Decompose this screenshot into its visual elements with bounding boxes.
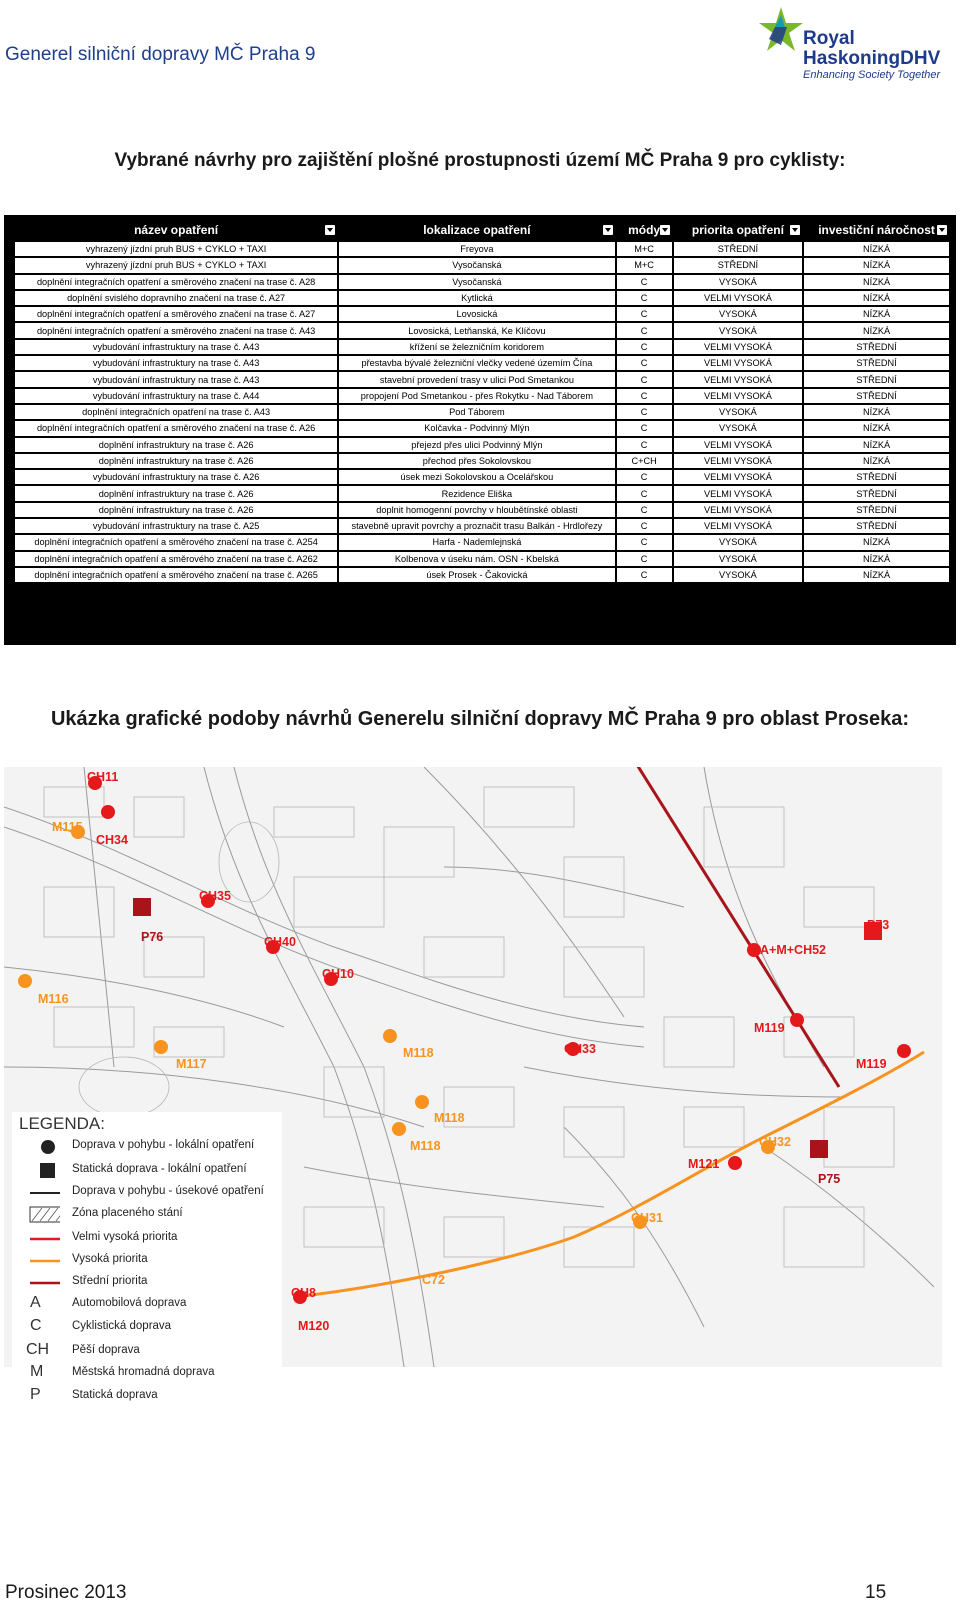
round-marker-icon xyxy=(20,1138,60,1156)
table-cell: NÍZKÁ xyxy=(803,534,950,550)
column-header[interactable]: priorita opatření xyxy=(673,220,804,241)
table-cell: Kolbenova v úseku nám. OSN - Kbelská xyxy=(338,551,615,567)
table-cell: M+C xyxy=(616,241,673,257)
table-cell: úsek Prosek - Čakovická xyxy=(338,567,615,583)
table-row xyxy=(14,453,950,469)
table-cell: VYSOKÁ xyxy=(673,274,804,290)
page-number: 15 xyxy=(865,1582,887,1603)
document-title: Generel silniční dopravy MČ Praha 9 xyxy=(5,44,316,65)
table-row xyxy=(14,404,950,420)
table-cell: vyhrazený jízdní pruh BUS + CYKLO + TAXI xyxy=(14,257,338,273)
map-label: P75 xyxy=(818,1172,841,1186)
table-cell: VELMI VYSOKÁ xyxy=(673,485,804,501)
table-cell: C xyxy=(616,420,673,436)
legend-abbrev: CH Pěší doprava xyxy=(26,1341,140,1358)
legend-abbrev: C Cyklistická doprava xyxy=(30,1317,172,1334)
table-cell: VYSOKÁ xyxy=(673,404,804,420)
map-legend xyxy=(12,1112,282,1432)
table-cell: úsek mezi Sokolovskou a Ocelářskou xyxy=(338,469,615,485)
table-cell: VELMI VYSOKÁ xyxy=(673,437,804,453)
table-cell: STŘEDNÍ xyxy=(803,502,950,518)
table-cell: vybudování infrastruktury na trase č. A43 xyxy=(14,339,338,355)
table-cell: VYSOKÁ xyxy=(673,306,804,322)
table-row xyxy=(14,567,950,583)
table-cell: C xyxy=(616,306,673,322)
table-cell: VELMI VYSOKÁ xyxy=(673,339,804,355)
table-cell: křížení se železničním koridorem xyxy=(338,339,615,355)
table-row xyxy=(14,502,950,518)
filter-dropdown-icon[interactable] xyxy=(325,225,335,235)
table-cell: VYSOKÁ xyxy=(673,551,804,567)
table-cell: C xyxy=(616,534,673,550)
map-point-marker[interactable] xyxy=(101,805,115,819)
table-cell: doplnění infrastruktury na trase č. A26 xyxy=(14,485,338,501)
table-row xyxy=(14,485,950,501)
table-cell: VELMI VYSOKÁ xyxy=(673,290,804,306)
table-cell: M+C xyxy=(616,257,673,273)
map-point-marker[interactable] xyxy=(154,1040,168,1054)
table-cell: stavebně upravit povrchy a proznačit trasu Balkán - Hrdlořezy xyxy=(338,518,615,534)
company-logo xyxy=(757,5,947,87)
map-label: CH34 xyxy=(96,833,128,847)
table-cell: přejezd přes ulici Podvinný Mlýn xyxy=(338,437,615,453)
table-cell: doplnění integračních opatření na trase č. A43 xyxy=(14,404,338,420)
map-label: M118 xyxy=(410,1139,441,1153)
table-row xyxy=(14,437,950,453)
table-cell: stavební provedení trasy v ulici Pod Smetankou xyxy=(338,371,615,387)
table-cell: Freyova xyxy=(338,241,615,257)
column-header[interactable]: lokalizace opatření xyxy=(338,220,615,241)
legend-item: Střední priorita xyxy=(12,1272,282,1294)
table-cell: Pod Táborem xyxy=(338,404,615,420)
map-label: M118 xyxy=(434,1111,465,1125)
map-parking-marker[interactable] xyxy=(810,1140,828,1158)
table-cell: C xyxy=(616,518,673,534)
table-row xyxy=(14,420,950,436)
table-cell: C xyxy=(616,339,673,355)
table-cell: vybudování infrastruktury na trase č. A43 xyxy=(14,371,338,387)
map-label: M119 xyxy=(856,1057,887,1071)
table-cell: doplnění integračních opatření a směrového značení na trase č. A265 xyxy=(14,567,338,583)
measures-table xyxy=(13,220,951,584)
table-row xyxy=(14,355,950,371)
map-label: CH8 xyxy=(291,1286,317,1300)
table-cell: STŘEDNÍ xyxy=(803,339,950,355)
table-row xyxy=(14,534,950,550)
orange-line-icon xyxy=(20,1252,60,1270)
table-cell: C xyxy=(616,290,673,306)
table-cell: STŘEDNÍ xyxy=(803,355,950,371)
table-cell: C xyxy=(616,567,673,583)
table-cell: C+CH xyxy=(616,453,673,469)
table-cell: doplnění integračních opatření a směrového značení na trase č. A262 xyxy=(14,551,338,567)
table-cell: vybudování infrastruktury na trase č. A43 xyxy=(14,355,338,371)
table-cell: VELMI VYSOKÁ xyxy=(673,355,804,371)
table-cell: VELMI VYSOKÁ xyxy=(673,518,804,534)
logo-tagline: Enhancing Society Together xyxy=(803,69,941,81)
filter-dropdown-icon[interactable] xyxy=(790,225,800,235)
map-label: P73 xyxy=(867,918,890,932)
map-label: M119 xyxy=(754,1021,785,1035)
map-label: A+M+CH52 xyxy=(760,943,826,957)
map-point-marker[interactable] xyxy=(392,1122,406,1136)
table-cell: doplnění integračních opatření a směrového značení na trase č. A26 xyxy=(14,420,338,436)
table-cell: doplnění integračních opatření a směrového značení na trase č. A28 xyxy=(14,274,338,290)
legend-title: LEGENDA: xyxy=(19,1114,105,1133)
table-cell: C xyxy=(616,274,673,290)
table-cell: STŘEDNÍ xyxy=(803,388,950,404)
filter-dropdown-icon[interactable] xyxy=(603,225,613,235)
table-row xyxy=(14,306,950,322)
table-cell: C xyxy=(616,322,673,338)
table-cell: VELMI VYSOKÁ xyxy=(673,469,804,485)
map-label: CH40 xyxy=(264,935,296,949)
table-cell: C xyxy=(616,502,673,518)
table-cell: Kolčavka - Podvinný Mlýn xyxy=(338,420,615,436)
map-point-marker[interactable] xyxy=(383,1029,397,1043)
table-cell: STŘEDNÍ xyxy=(803,485,950,501)
table-cell: C xyxy=(616,551,673,567)
table-row xyxy=(14,371,950,387)
legend-item: Statická doprava - lokální opatření xyxy=(12,1160,282,1182)
table-cell: NÍZKÁ xyxy=(803,567,950,583)
table-cell: NÍZKÁ xyxy=(803,306,950,322)
map-label: M116 xyxy=(38,992,69,1006)
table-row xyxy=(14,257,950,273)
table-cell: STŘEDNÍ xyxy=(803,371,950,387)
table-cell: vybudování infrastruktury na trase č. A26 xyxy=(14,469,338,485)
map-point-marker[interactable] xyxy=(790,1013,804,1027)
table-cell: přechod přes Sokolovskou xyxy=(338,453,615,469)
map-label: CH11 xyxy=(87,770,119,784)
hatched-zone-icon xyxy=(20,1206,60,1224)
table-cell: VYSOKÁ xyxy=(673,420,804,436)
table-cell: NÍZKÁ xyxy=(803,322,950,338)
red-line-icon xyxy=(20,1230,60,1248)
table-cell: NÍZKÁ xyxy=(803,551,950,567)
table-cell: vybudování infrastruktury na trase č. A25 xyxy=(14,518,338,534)
legend-abbrev: A Automobilová doprava xyxy=(30,1294,187,1311)
table-cell: C xyxy=(616,469,673,485)
table-cell: C xyxy=(616,485,673,501)
table-cell: doplnění infrastruktury na trase č. A26 xyxy=(14,502,338,518)
table-cell: doplnit homogenní povrchy v hloubětínské oblasti xyxy=(338,502,615,518)
table-cell: vybudování infrastruktury na trase č. A44 xyxy=(14,388,338,404)
map-label: C72 xyxy=(422,1273,445,1287)
map-point-marker[interactable] xyxy=(747,943,761,957)
table-cell: doplnění svislého dopravního značení na trase č. A27 xyxy=(14,290,338,306)
table-cell: doplnění infrastruktury na trase č. A26 xyxy=(14,437,338,453)
legend-item: Vysoká priorita xyxy=(12,1250,282,1272)
filter-dropdown-icon[interactable] xyxy=(937,225,947,235)
table-row xyxy=(14,518,950,534)
table-cell: doplnění integračních opatření a směrového značení na trase č. A27 xyxy=(14,306,338,322)
map-parking-marker[interactable] xyxy=(133,898,151,916)
table-cell: Rezidence Eliška xyxy=(338,485,615,501)
legend-abbrev: M Městská hromadná doprava xyxy=(30,1363,215,1380)
table-row xyxy=(14,388,950,404)
map-label: M118 xyxy=(403,1046,434,1060)
legend-abbrev: P Statická doprava xyxy=(30,1386,158,1403)
column-header[interactable]: investiční náročnost xyxy=(803,220,950,241)
table-cell: NÍZKÁ xyxy=(803,453,950,469)
table-cell: NÍZKÁ xyxy=(803,241,950,257)
table-cell: Harfa - Nademlejnská xyxy=(338,534,615,550)
section-title-prosek: Ukázka grafické podoby návrhů Generelu silniční dopravy MČ Praha 9 pro oblast Proseka: xyxy=(50,708,910,730)
map-label: M120 xyxy=(298,1319,330,1333)
table-cell: STŘEDNÍ xyxy=(803,518,950,534)
measures-table-frame xyxy=(4,215,956,645)
table-cell: VYSOKÁ xyxy=(673,322,804,338)
table-cell: C xyxy=(616,404,673,420)
map-label: CH10 xyxy=(322,967,354,981)
table-cell: doplnění infrastruktury na trase č. A26 xyxy=(14,453,338,469)
map-label: CH35 xyxy=(199,889,231,903)
table-cell: STŘEDNÍ xyxy=(673,241,804,257)
table-cell: STŘEDNÍ xyxy=(673,257,804,273)
legend-item: Velmi vysoká priorita xyxy=(12,1228,282,1250)
map-point-marker[interactable] xyxy=(897,1044,911,1058)
table-cell: Lovosická xyxy=(338,306,615,322)
line-segment-icon xyxy=(20,1184,60,1202)
table-row xyxy=(14,241,950,257)
table-cell: VELMI VYSOKÁ xyxy=(673,453,804,469)
table-header-row xyxy=(14,220,950,241)
square-marker-icon xyxy=(20,1162,60,1180)
darkred-line-icon xyxy=(20,1274,60,1292)
map-label: P76 xyxy=(141,930,164,944)
table-row xyxy=(14,274,950,290)
map-point-marker[interactable] xyxy=(728,1156,742,1170)
table-cell: VYSOKÁ xyxy=(673,567,804,583)
table-cell: VELMI VYSOKÁ xyxy=(673,502,804,518)
filter-dropdown-icon[interactable] xyxy=(660,225,670,235)
map-point-marker[interactable] xyxy=(415,1095,429,1109)
table-cell: přestavba bývalé železniční vlečky vedené územím Čína xyxy=(338,355,615,371)
table-cell: VELMI VYSOKÁ xyxy=(673,388,804,404)
map-label: CH32 xyxy=(759,1135,791,1149)
table-row xyxy=(14,322,950,338)
map-label: CH31 xyxy=(631,1211,663,1225)
table-cell: doplnění integračních opatření a směrového značení na trase č. A43 xyxy=(14,322,338,338)
table-cell: propojení Pod Smetankou - přes Rokytku - Nad Táborem xyxy=(338,388,615,404)
legend-item: Doprava v pohybu - lokální opatření xyxy=(12,1136,282,1158)
table-cell: C xyxy=(616,437,673,453)
map-label: CH33 xyxy=(564,1042,596,1056)
table-cell: Vysočanská xyxy=(338,274,615,290)
table-cell: NÍZKÁ xyxy=(803,420,950,436)
table-cell: VYSOKÁ xyxy=(673,534,804,550)
section-title-cyclists: Vybrané návrhy pro zajištění plošné prostupnosti území MČ Praha 9 pro cyklisty: xyxy=(114,150,846,171)
table-row xyxy=(14,339,950,355)
table-cell: NÍZKÁ xyxy=(803,437,950,453)
table-row xyxy=(14,469,950,485)
column-header[interactable]: módy xyxy=(616,220,673,241)
table-cell: doplnění integračních opatření a směrového značení na trase č. A254 xyxy=(14,534,338,550)
table-cell: Kytlická xyxy=(338,290,615,306)
map-point-marker[interactable] xyxy=(18,974,32,988)
logo-line-1: Royal xyxy=(803,28,855,49)
table-cell: NÍZKÁ xyxy=(803,257,950,273)
logo-star-icon xyxy=(757,5,805,55)
map-label: M117 xyxy=(176,1057,207,1071)
map-label: M115 xyxy=(52,820,83,834)
table-cell: STŘEDNÍ xyxy=(803,469,950,485)
table-cell: Lovosická, Letňanská, Ke Klíčovu xyxy=(338,322,615,338)
table-cell: NÍZKÁ xyxy=(803,274,950,290)
table-row xyxy=(14,551,950,567)
footer-date: Prosinec 2013 xyxy=(5,1582,127,1603)
table-cell: C xyxy=(616,355,673,371)
table-cell: C xyxy=(616,388,673,404)
table-cell: C xyxy=(616,371,673,387)
table-cell: NÍZKÁ xyxy=(803,290,950,306)
table-cell: Vysočanská xyxy=(338,257,615,273)
table-cell: vyhrazený jízdní pruh BUS + CYKLO + TAXI xyxy=(14,241,338,257)
column-header[interactable]: název opatření xyxy=(14,220,338,241)
table-cell: VELMI VYSOKÁ xyxy=(673,371,804,387)
table-cell: NÍZKÁ xyxy=(803,404,950,420)
table-row xyxy=(14,290,950,306)
legend-item: Zóna placeného stání xyxy=(12,1204,282,1226)
legend-item: Doprava v pohybu - úsekové opatření xyxy=(12,1182,282,1204)
logo-line-2: HaskoningDHV xyxy=(803,48,941,69)
map-label: M121 xyxy=(688,1157,720,1171)
